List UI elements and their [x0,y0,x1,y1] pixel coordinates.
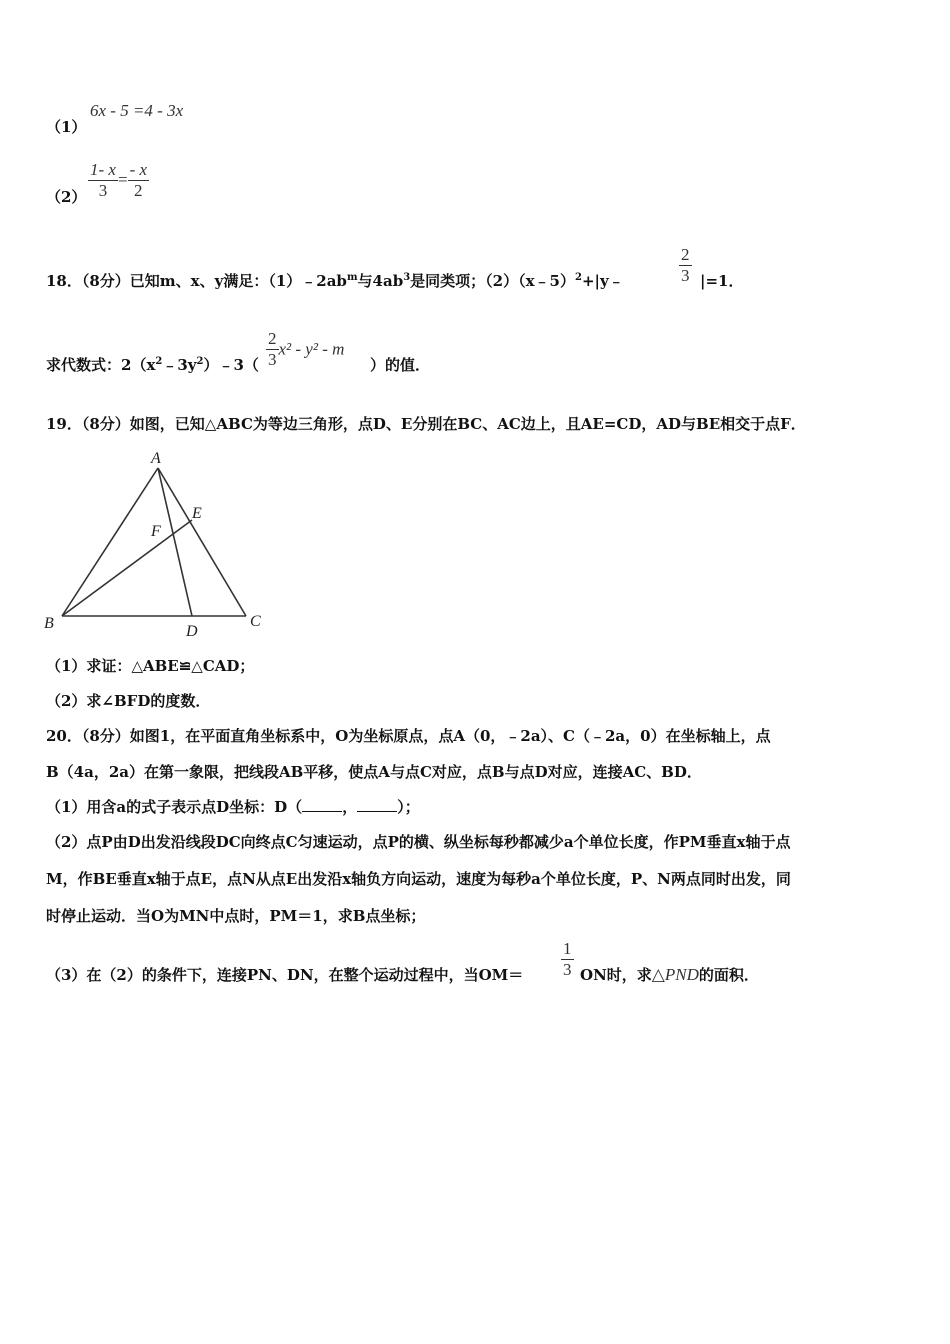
q20-line1: 20．（8分）如图1，在平面直角坐标系中，O为坐标原点，点A（0，﹣2a）、C（﹣2a，0）在坐标轴上，点 [46,727,771,745]
answer-blank-x[interactable] [302,799,342,812]
q17-right-fraction: $\frac{- x}{2}$ [129,160,148,200]
q18-line1-end: |=1． [700,272,744,290]
q19-triangle-figure [40,448,270,643]
q20-fraction-1-3: $\frac{1}{3}$ [563,939,572,979]
q18-line2-end: ）的值． [370,356,431,374]
label-e: E [192,505,202,522]
q18-line1: 18．（8分）已知m、x、y满足：$(1)﹣2ab^m$与$4ab^3$是同类项；（2）（x﹣5）$^2$+|y﹣ [46,272,624,290]
segment-ab [62,468,158,616]
q20-line2: B（4a，2a）在第一象限，把线段AB平移，使点A与点C对应，点B与点D对应，连接AC、BD． [46,763,702,781]
q20-line5: M，作BE垂直x轴于点E，点N从点E出发沿x轴负方向运动，速度为每秒a个单位长度，P、N两点同时出发，同 [46,870,791,888]
q19-text: 19．（8分）如图，已知△ABC为等边三角形，点D、E分别在BC、AC边上，且AE=CD，AD与BE相交于点F． [46,415,806,433]
q17-part1-label: （1） [46,118,87,136]
q19-sub1: （1）求证：△ABE≌△CAD； [46,657,255,675]
label-d: D [186,623,198,640]
q20-line6: 时停止运动．当O为MN中点时，PM＝1，求B点坐标； [46,907,426,925]
q20-line4: （2）点P由D出发沿线段DC向终点C匀速运动，点P的横、纵坐标每秒都减少a个单位长度，作PM垂直x轴于点 [46,833,791,851]
label-f: F [151,523,161,540]
answer-blank-y[interactable] [357,799,397,812]
label-c: C [250,613,261,630]
q17-left-fraction: $\frac{1- x}{3}$ [90,160,116,200]
q20-line7: （3）在（2）的条件下，连接PN、DN，在整个运动过程中，当OM＝ [46,966,524,984]
q18-expression: $\frac{2}{3}$ x² - y² - m [268,329,345,369]
q18-line2: 求代数式：$2(x^2﹣3y^2)﹣3$（ [46,356,259,374]
segment-be [62,520,192,616]
segment-ac [158,468,246,616]
q18-fraction-2-3: $\frac{2}{3}$ [681,245,690,285]
q17-part2-label: （2） [46,188,87,206]
q20-line3: （1）用含a的式子表示点D坐标：D（ ， ）； [46,798,420,816]
q17-equation-1: 6x - 5 =4 - 3x [90,101,184,120]
q19-sub2: （2）求∠BFD的度数． [46,692,211,710]
label-b: B [44,615,54,632]
q17-equation-2: $\frac{1- x}{3}$ = $\frac{- x}{2}$ [90,160,148,200]
label-a: A [151,450,161,467]
q20-line7-mid: ON时，求△PND的面积． [580,965,759,984]
